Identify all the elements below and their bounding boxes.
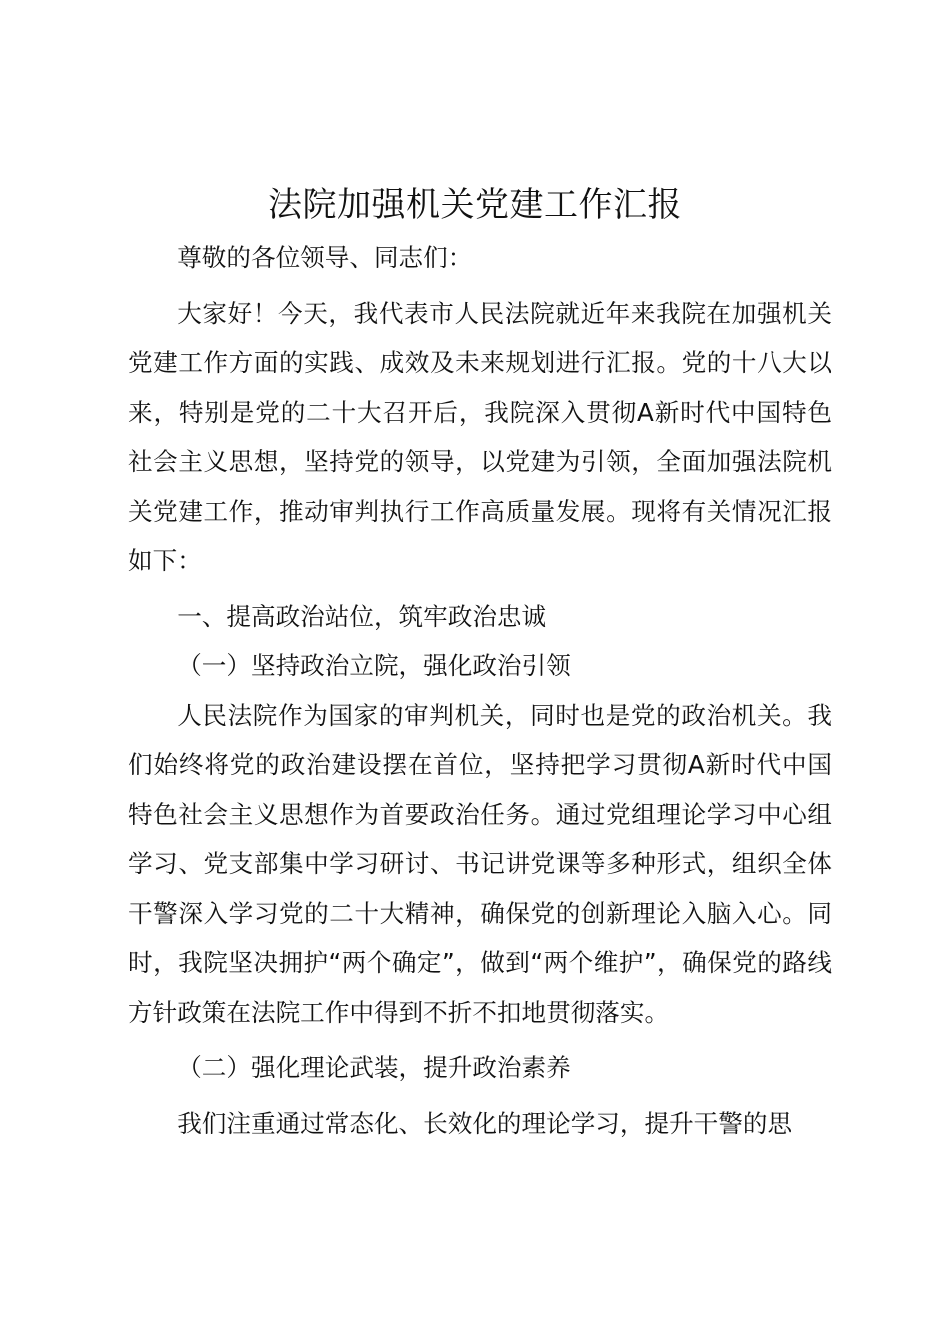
subsection-heading: （二）强化理论武装，提升政治素养 (177, 1053, 571, 1082)
document-body (128, 233, 832, 1148)
subsection-body: 人民法院作为国家的审判机关，同时也是党的政治机关。我们始终将党的政治建设摆在首位，坚持把学习贯彻A新时代中国特色社会主义思想作为首要政治任务。通过党组理论学习中心组学习、党支部集中学习研讨、书记讲党课等多种形式，组织全体干警深入学习党的二十大精神，确保党的创新理论入脑入心。同时，我院坚决拥护“两个确定”，做到“两个维护”，确保党的路线方针政策在法院工作中得到不折不扣地贯彻落实。 (128, 700, 832, 1027)
subsection-heading: （一）坚持政治立院，强化政治引领 (177, 651, 571, 680)
section-heading: 一、提高政治站位，筑牢政治忠诚 (177, 601, 547, 631)
intro-paragraph: 大家好！今天，我代表市人民法院就近年来我院在加强机关党建工作方面的实践、成效及未来规划进行汇报。党的十八大以来，特别是党的二十大召开后，我院深入贯彻A新时代中国特色社会主义思想，坚持党的领导，以党建为引领，全面加强法院机关党建工作，推动审判执行工作高质量发展。现将有关情况汇报如下： (128, 298, 832, 575)
subsection-body: 我们注重通过常态化、长效化的理论学习，提升干警的思 (177, 1108, 793, 1138)
greeting-paragraph: 尊敬的各位领导、同志们： (177, 243, 473, 272)
document-title: 法院加强机关党建工作汇报 (268, 185, 682, 225)
